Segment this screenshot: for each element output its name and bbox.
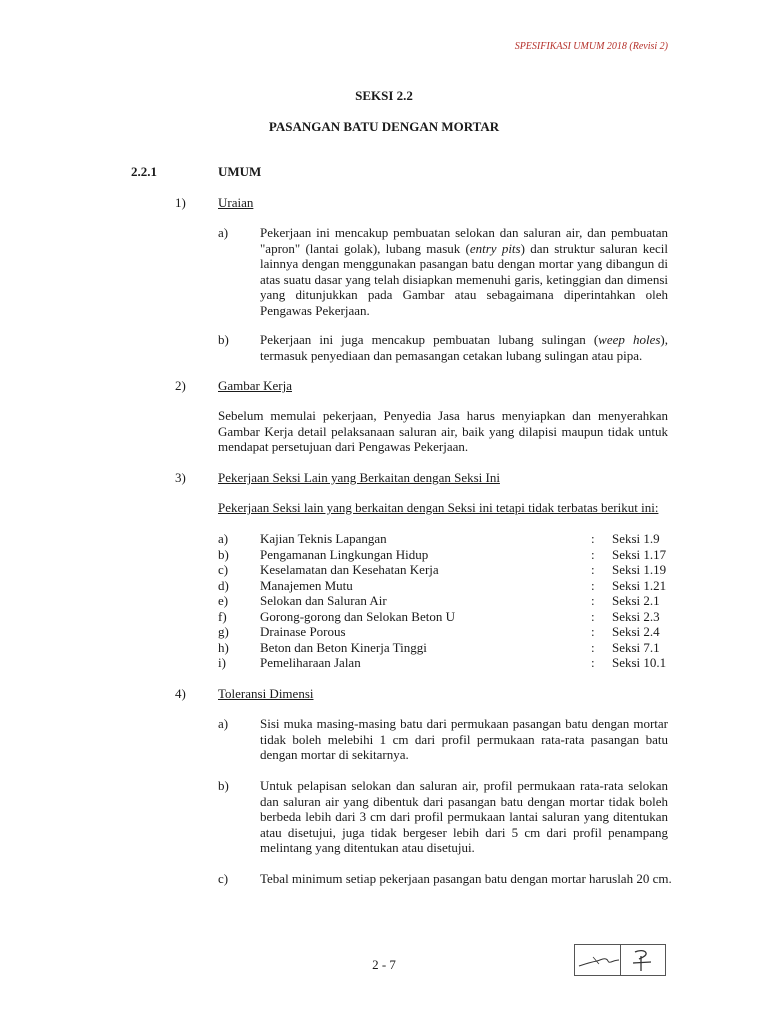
signature-icon (575, 945, 621, 975)
item-4a-text: Sisi muka masing-masing batu dari permukaan pasangan batu dengan mortar tidak boleh melebihi 1 cm dari profil permukaan rata-rata pasangan batu dengan mortar di sekitarnya. (260, 716, 668, 762)
item-4a-label: a) (218, 716, 229, 731)
list-item: g) Drainase Porous : Seksi 2.4 (218, 624, 660, 639)
initials-handwritten-icon (621, 945, 665, 975)
list-item: b) Pengamanan Lingkungan Hidup : Seksi 1.17 (218, 546, 667, 562)
item-1-title: Uraian (218, 195, 254, 210)
item-3-title: Pekerjaan Seksi Lain yang Berkaitan dengan Seksi Ini (218, 470, 500, 485)
list-item: h) Beton dan Beton Kinerja Tinggi : Seksi 7.1 (218, 639, 660, 655)
signature-cell (574, 944, 621, 976)
item-3-intro: Pekerjaan Seksi lain yang berkaitan dengan Seksi ini tetapi tidak terbatas berikut ini: (218, 500, 659, 515)
item-4c-text: Tebal minimum setiap pekerjaan pasangan batu dengan mortar haruslah 20 cm. (260, 871, 672, 886)
list-item: i) Pemeliharaan Jalan : Seksi 10.1 (218, 655, 667, 670)
item-2-text: Sebelum memulai pekerjaan, Penyedia Jasa harus menyiapkan dan menyerahkan Gambar Kerja detail pelaksanaan saluran air, baik yang dilapisi maupun tidak untuk mendapat persetujuan dari Pengawas Pekerjaan. (218, 408, 668, 454)
item-4-number: 4) (175, 686, 186, 701)
item-1a-label: a) (218, 225, 229, 240)
item-3-number: 3) (175, 470, 186, 485)
item-4-title: Toleransi Dimensi (218, 686, 314, 701)
list-item: d) Manajemen Mutu : Seksi 1.21 (218, 577, 667, 593)
item-4c-label: c) (218, 871, 229, 886)
item-1b-label: b) (218, 332, 229, 347)
item-1a-text: Pekerjaan ini mencakup pembuatan selokan dan saluran air, dan pembuatan "apron" (lantai golak), lubang masuk (entry pits) dan struktur saluran kecil lainnya dengan menggunakan pasangan batu dengan mortar yang dibangun di atas suatu dasar yang telah disiapkan memenuhi garis, ketinggian dan dimensi yang ditunjukkan pada Gambar atau sebagaimana diperintahkan oleh Pengawas Pekerjaan. (260, 225, 669, 318)
list-item: f) Gorong-gorong dan Selokan Beton U : Seksi 2.3 (218, 608, 660, 624)
list-item: c) Keselamatan dan Kesehatan Kerja : Seksi 1.19 (218, 562, 667, 577)
subsection-title: UMUM (218, 164, 262, 179)
subsection-number: 2.2.1 (131, 164, 157, 179)
item-2-title: Gambar Kerja (218, 378, 292, 393)
page-number: 2 - 7 (372, 957, 396, 972)
section-title: SEKSI 2.2 (355, 88, 413, 103)
initials-box (574, 944, 666, 976)
initials-cell (620, 944, 666, 976)
section-subtitle: PASANGAN BATU DENGAN MORTAR (268, 119, 500, 134)
item-1-number: 1) (175, 195, 186, 210)
item-2-number: 2) (175, 378, 186, 393)
item-1b-text: Pekerjaan ini juga mencakup pembuatan lubang sulingan (weep holes), termasuk penyediaan dan pemasangan cetakan lubang sulingan atau pipa. (260, 332, 669, 363)
list-item: e) Selokan dan Saluran Air : Seksi 2.1 (218, 593, 660, 608)
item-4b-text: Untuk pelapisan selokan dan saluran air, profil permukaan rata-rata selokan dan saluran air yang dibentuk dari pasangan batu dengan mortar tidak boleh berbeda lebih dari 3 cm dari profil permukaan lantai saluran yang ditentukan atau disetujui, juga tidak bergeser lebih dari 5 cm dari profil penampang melintang yang ditentukan atau disetujui. (260, 778, 668, 855)
list-item: a) Kajian Teknis Lapangan : Seksi 1.9 (218, 531, 660, 546)
spec-header: SPESIFIKASI UMUM 2018 (Revisi 2) (514, 41, 668, 52)
item-4b-label: b) (218, 778, 229, 793)
